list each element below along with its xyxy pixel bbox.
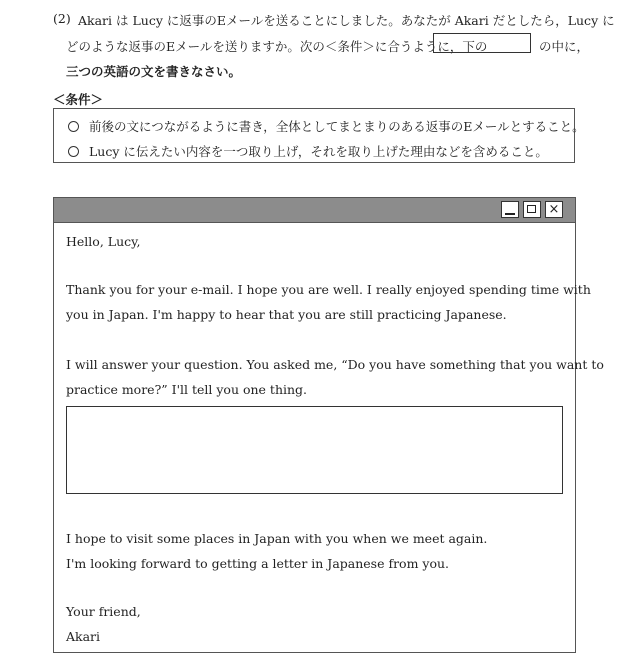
email-paragraph-2-line-2: practice more?” I'll tell you one thing. bbox=[66, 382, 308, 397]
email-paragraph-3-line-2: I'm looking forward to getting a letter in Japanese from you. bbox=[66, 556, 450, 571]
close-icon[interactable]: × bbox=[545, 201, 563, 218]
question-text-line-3: 三つの英語の文を書きなさい。 bbox=[66, 64, 242, 79]
email-paragraph-1-line-1: Thank you for your e-mail. I hope you are well. I really enjoyed spending time with bbox=[66, 282, 591, 297]
question-number: (2) bbox=[53, 11, 71, 26]
maximize-icon[interactable] bbox=[523, 201, 541, 218]
minimize-icon[interactable] bbox=[501, 201, 519, 218]
email-paragraph-3-line-1: I hope to visit some places in Japan with you when we meet again. bbox=[66, 531, 488, 546]
email-closing: Your friend, bbox=[66, 604, 141, 619]
email-titlebar bbox=[54, 198, 575, 223]
email-window bbox=[53, 197, 604, 653]
condition-text: 前後の文につながるように書き，全体としてまとまりのある返事のEメールとすること。 bbox=[89, 119, 585, 134]
inline-answer-box bbox=[433, 33, 531, 53]
conditions-title: ＜条件＞ bbox=[53, 92, 104, 107]
email-paragraph-1-line-2: you in Japan. I'm happy to hear that you are still practicing Japanese. bbox=[66, 307, 507, 322]
condition-text: Lucy に伝えたい内容を一つ取り上げ，それを取り上げた理由などを含めること。 bbox=[89, 144, 548, 159]
condition-item bbox=[68, 142, 548, 160]
conditions-box bbox=[53, 108, 585, 163]
question-text-line-1: Akari は Lucy に返事のEメールを送ることにしました。あなたが Akari だとしたら，Lucy に bbox=[78, 13, 615, 28]
circle-bullet-icon bbox=[68, 146, 79, 157]
email-answer-box bbox=[66, 406, 563, 494]
question-text-line-2-after: の中に， bbox=[539, 39, 590, 54]
circle-bullet-icon bbox=[68, 121, 79, 132]
email-signature: Akari bbox=[66, 629, 101, 644]
question-text-line-2: どのような返事のEメールを送りますか。次の＜条件＞に合うように，下の bbox=[66, 39, 488, 54]
email-greeting: Hello, Lucy, bbox=[66, 234, 141, 249]
condition-item bbox=[68, 117, 585, 135]
email-paragraph-2-line-1: I will answer your question. You asked me, “Do you have something that you want to bbox=[66, 357, 604, 372]
